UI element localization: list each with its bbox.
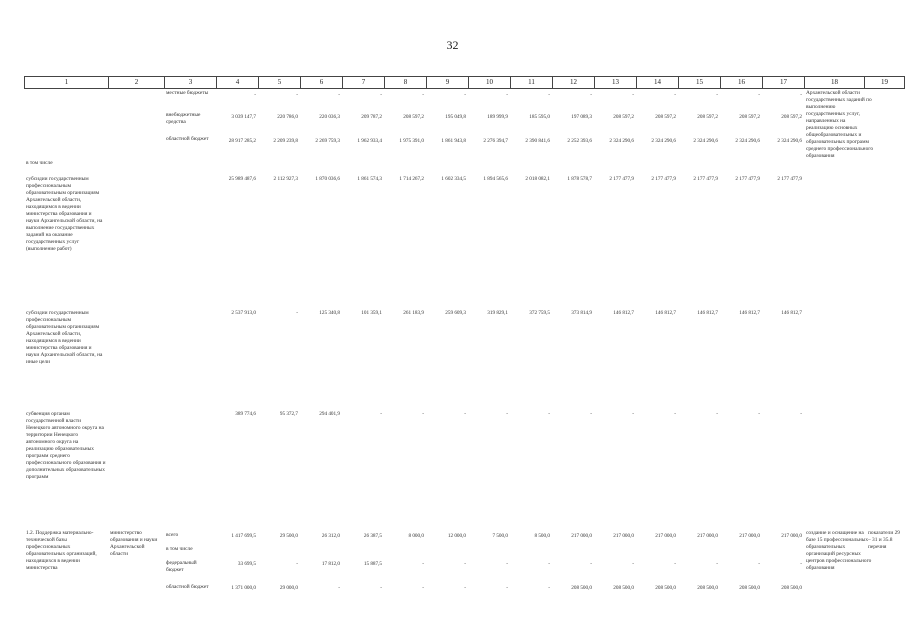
value-cell: 17 812,0 [321, 561, 340, 567]
funding-source-label: местные бюджеты [166, 90, 209, 96]
column-header-15: 15 [679, 77, 721, 89]
value-cell: - [380, 92, 382, 98]
value-cell: - [674, 411, 676, 417]
value-cell: 217 000,0 [655, 533, 676, 539]
column-header-1: 1 [25, 77, 109, 89]
value-cell: 2 209 239,8 [273, 138, 298, 144]
value-cell: 7 500,0 [492, 533, 508, 539]
section-indicators: показатели 29 – 31 и 35.8 перечня [868, 530, 900, 550]
column-header-11: 11 [511, 77, 553, 89]
section-1-2-title: 1.2. Поддержка материально-технической базы профессиональных образовательных организаций, находящихся в ведении министерства [26, 530, 97, 571]
value-cell: 2 177 477,9 [609, 176, 634, 182]
value-cell: 185 595,0 [529, 114, 550, 120]
value-cell: 208 500,0 [781, 585, 802, 591]
value-cell: 125 340,8 [319, 310, 340, 316]
column-header-5: 5 [259, 77, 301, 89]
value-cell: 146 812,7 [697, 310, 718, 316]
value-cell: 208 500,0 [697, 585, 718, 591]
value-cell: - [548, 585, 550, 591]
column-header-2: 2 [109, 77, 165, 89]
value-cell: - [380, 411, 382, 417]
value-cell: 2 177 477,9 [777, 176, 802, 182]
subsidy-description: субсидии государственным профессиональным образовательным организациям Архангельской области, находящимся в ведении министерства образования и науки Архангельской области, на выполнение государственных заданий на оказание государственных услуг (выполнение работ) [26, 176, 103, 252]
value-cell: - [296, 310, 298, 316]
value-cell: 195 049,8 [445, 114, 466, 120]
value-cell: 1 894 565,6 [483, 176, 508, 182]
value-cell: 1 417 699,5 [231, 533, 256, 539]
value-cell: 26 387,5 [363, 533, 382, 539]
value-cell: - [506, 92, 508, 98]
value-cell: 220 036,3 [319, 114, 340, 120]
value-cell: - [338, 92, 340, 98]
column-header-16: 16 [721, 77, 763, 89]
value-cell: - [800, 561, 802, 567]
column-header-8: 8 [385, 77, 427, 89]
value-cell: 217 000,0 [781, 533, 802, 539]
value-cell: 2 390 841,6 [525, 138, 550, 144]
section-executor: министерство образования и науки Архангельской области [110, 530, 158, 557]
value-cell: - [506, 585, 508, 591]
value-cell: 8 500,0 [534, 533, 550, 539]
column-header-10: 10 [469, 77, 511, 89]
value-cell: 33 699,5 [237, 561, 256, 567]
value-cell: - [590, 561, 592, 567]
value-cell: 28 917 285,2 [228, 138, 256, 144]
value-cell: 15 887,5 [363, 561, 382, 567]
value-cell: 208 500,0 [655, 585, 676, 591]
value-cell: 12 000,0 [447, 533, 466, 539]
column-header-18: 18 [805, 77, 865, 89]
value-cell: 2 112 927,3 [273, 176, 298, 182]
value-cell: - [758, 92, 760, 98]
value-cell: - [674, 561, 676, 567]
value-cell: 146 812,7 [613, 310, 634, 316]
value-cell: 208 500,0 [613, 585, 634, 591]
value-cell: 372 759,5 [529, 310, 550, 316]
value-cell: 1 878 578,7 [567, 176, 592, 182]
value-cell: - [464, 92, 466, 98]
value-cell: 259 609,3 [445, 310, 466, 316]
value-cell: - [422, 92, 424, 98]
value-cell: 319 829,1 [487, 310, 508, 316]
value-cell: - [380, 585, 382, 591]
column-header-7: 7 [343, 77, 385, 89]
value-cell: - [590, 411, 592, 417]
value-cell: 146 812,7 [739, 310, 760, 316]
subsidy-description: субсидии государственным профессиональным образовательным организациям Архангельской области, находящимся в ведении министерства образования и науки Архангельской области, на иные цели [26, 310, 103, 365]
column-header-14: 14 [637, 77, 679, 89]
value-cell: 1 861 574,3 [357, 176, 382, 182]
value-cell: 208 500,0 [571, 585, 592, 591]
value-cell: - [254, 92, 256, 98]
column-header-13: 13 [595, 77, 637, 89]
value-cell: - [422, 411, 424, 417]
column-header-9: 9 [427, 77, 469, 89]
column-header-17: 17 [763, 77, 805, 89]
value-cell: 2 324 290,6 [651, 138, 676, 144]
value-cell: 2 252 393,6 [567, 138, 592, 144]
value-cell: 2 324 290,6 [735, 138, 760, 144]
value-cell: - [632, 561, 634, 567]
value-cell: - [590, 92, 592, 98]
funding-source-label: внебюджетные средства [166, 112, 201, 125]
value-cell: - [548, 411, 550, 417]
value-cell: 95 372,7 [279, 411, 298, 417]
value-cell: - [506, 411, 508, 417]
value-cell: 208 597,2 [697, 114, 718, 120]
funding-source-label: всего [166, 532, 179, 538]
value-cell: - [548, 92, 550, 98]
value-cell: - [422, 561, 424, 567]
value-cell: 1 602 334,5 [441, 176, 466, 182]
value-cell: 217 000,0 [697, 533, 718, 539]
value-cell: 2 537 913,0 [231, 310, 256, 316]
column-header-4: 4 [217, 77, 259, 89]
program-table-sheet [24, 76, 900, 636]
value-cell: 2 276 394,7 [483, 138, 508, 144]
value-cell: - [800, 411, 802, 417]
value-cell: - [758, 561, 760, 567]
value-cell: 2 269 759,3 [315, 138, 340, 144]
section-result: создание и оснащение на базе 15 профессиональных образовательных организаций ресурсных центров профессионального образования [806, 530, 872, 571]
value-cell: 189 999,9 [487, 114, 508, 120]
value-cell: 2 324 290,6 [777, 138, 802, 144]
page-number: 32 [446, 38, 459, 52]
value-cell: 217 000,0 [613, 533, 634, 539]
value-cell: - [800, 92, 802, 98]
value-cell: 146 812,7 [781, 310, 802, 316]
value-cell: - [716, 561, 718, 567]
value-cell: 217 000,0 [571, 533, 592, 539]
value-cell: - [632, 92, 634, 98]
target-indicator-note: Архангельской области государственных заданий по выполнению государственных услуг, направленных на реализацию основных общеобразовательных и образовательных программ среднего профессионального образования [806, 90, 874, 159]
value-cell: 208 500,0 [739, 585, 760, 591]
value-cell: 294 401,9 [319, 411, 340, 417]
value-cell: 217 000,0 [739, 533, 760, 539]
value-cell: 3 039 147,7 [231, 114, 256, 120]
value-cell: 26 312,0 [321, 533, 340, 539]
value-cell: 220 786,0 [277, 114, 298, 120]
column-header-6: 6 [301, 77, 343, 89]
column-header-19: 19 [865, 77, 905, 89]
column-header-row [24, 76, 905, 89]
value-cell: - [506, 561, 508, 567]
value-cell: 101 359,1 [361, 310, 382, 316]
value-cell: 2 018 082,1 [525, 176, 550, 182]
value-cell: 197 089,3 [571, 114, 592, 120]
in-that-number-label: в том числе [26, 160, 53, 166]
value-cell: 373 814,9 [571, 310, 592, 316]
value-cell: 209 787,2 [361, 114, 382, 120]
value-cell: - [464, 561, 466, 567]
value-cell: - [296, 92, 298, 98]
funding-source-label: областной бюджет [166, 584, 209, 590]
value-cell: 2 324 290,6 [693, 138, 718, 144]
value-cell: 1 975 391,0 [399, 138, 424, 144]
funding-source-label: федеральный бюджет [166, 560, 197, 573]
value-cell: - [716, 411, 718, 417]
value-cell: 25 989 487,6 [228, 176, 256, 182]
value-cell: 2 177 477,9 [735, 176, 760, 182]
value-cell: 1 870 036,6 [315, 176, 340, 182]
column-header-12: 12 [553, 77, 595, 89]
value-cell: - [296, 561, 298, 567]
value-cell: - [632, 411, 634, 417]
value-cell: 389 774,6 [235, 411, 256, 417]
funding-source-label: областной бюджет [166, 136, 209, 142]
funding-source-label: в том числе [166, 546, 193, 552]
value-cell: 208 597,2 [655, 114, 676, 120]
value-cell: - [422, 585, 424, 591]
value-cell: 8 000,0 [408, 533, 424, 539]
value-cell: 1 962 933,4 [357, 138, 382, 144]
value-cell: 146 812,7 [655, 310, 676, 316]
value-cell: - [464, 411, 466, 417]
value-cell: 1 371 000,0 [231, 585, 256, 591]
subsidy-description: субвенция органам государственной власти Ненецкого автономного округа на территории Ненецкого автономного округа на реализацию образовательных программ среднего профессионального образования и дополнительных образовательных программ [26, 411, 106, 480]
value-cell: 29 000,0 [279, 585, 298, 591]
value-cell: 1 861 943,8 [441, 138, 466, 144]
value-cell: - [338, 585, 340, 591]
value-cell: 208 597,2 [781, 114, 802, 120]
value-cell: 261 183,9 [403, 310, 424, 316]
value-cell: 2 177 477,9 [651, 176, 676, 182]
value-cell: - [758, 411, 760, 417]
value-cell: 2 177 477,9 [693, 176, 718, 182]
value-cell: - [464, 585, 466, 591]
value-cell: 208 597,2 [739, 114, 760, 120]
value-cell: 208 597,2 [403, 114, 424, 120]
value-cell: 208 597,2 [613, 114, 634, 120]
value-cell: - [674, 92, 676, 98]
value-cell: 29 500,0 [279, 533, 298, 539]
value-cell: 2 324 290,6 [609, 138, 634, 144]
value-cell: - [716, 92, 718, 98]
value-cell: - [548, 561, 550, 567]
value-cell: 1 714 267,2 [399, 176, 424, 182]
column-header-3: 3 [165, 77, 217, 89]
